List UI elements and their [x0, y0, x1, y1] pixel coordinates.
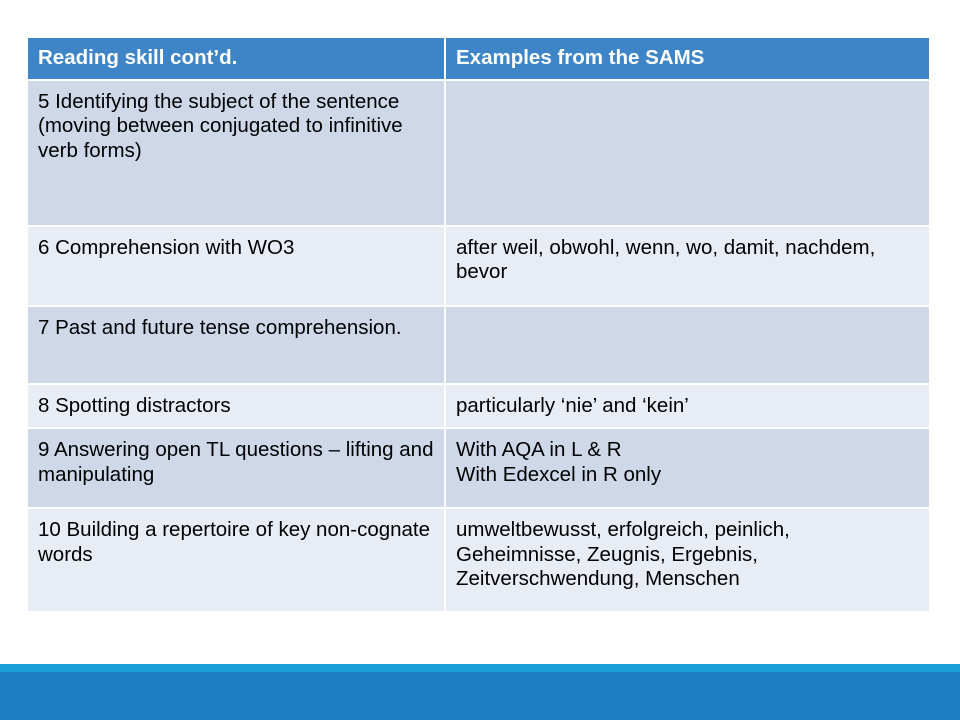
example-line: With AQA in L & R	[456, 438, 622, 462]
table-row	[27, 508, 930, 612]
table-row	[27, 226, 930, 306]
table-row	[27, 428, 930, 508]
header-reading-skill: Reading skill cont’d.	[27, 37, 445, 80]
example-line: umweltbewusst, erfolgreich, peinlich, Geheimnisse, Zeugnis, Ergebnis, Zeitverschwendung, Menschen	[456, 518, 790, 591]
examples-cell	[445, 384, 930, 429]
example-line: after weil, obwohl, wenn, wo, damit, nachdem, bevor	[456, 235, 876, 284]
examples-cell	[445, 306, 930, 384]
skill-cell: 9 Answering open TL questions – lifting and manipulating	[27, 428, 445, 508]
skills-table	[26, 36, 931, 613]
footer-bar	[0, 672, 960, 720]
table-row	[27, 80, 930, 226]
table-row	[27, 306, 930, 384]
examples-cell	[445, 226, 930, 306]
skill-cell: 5 Identifying the subject of the sentence (moving between conjugated to infinitive verb forms)	[27, 80, 445, 226]
table-row	[27, 384, 930, 429]
table-header-row	[27, 37, 930, 80]
skill-cell: 7 Past and future tense comprehension.	[27, 306, 445, 384]
footer-accent-stripe	[0, 664, 960, 672]
skill-cell: 10 Building a repertoire of key non-cognate words	[27, 508, 445, 612]
examples-cell	[445, 508, 930, 612]
example-line: particularly ‘nie’ and ‘kein’	[456, 393, 689, 417]
example-line: With Edexcel in R only	[456, 462, 662, 486]
examples-cell	[445, 428, 930, 508]
skill-cell: 6 Comprehension with WO3	[27, 226, 445, 306]
skill-cell: 8 Spotting distractors	[27, 384, 445, 429]
examples-cell	[445, 80, 930, 226]
header-examples: Examples from the SAMS	[445, 37, 930, 80]
